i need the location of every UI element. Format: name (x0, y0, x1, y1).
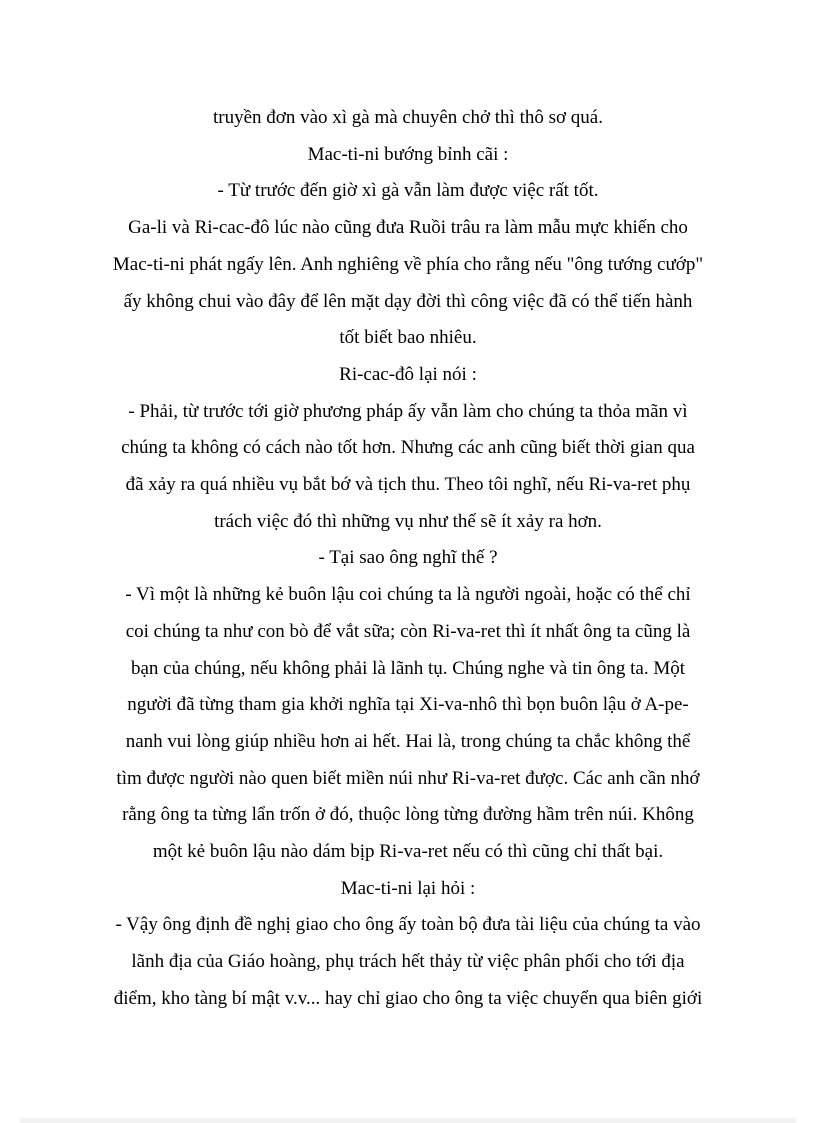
text-line: Mac-ti-ni bướng bỉnh cãi : (307, 143, 509, 165)
text-line: chúng ta không có cách nào tốt hơn. Nhưng các anh cũng biết thời gian qua (121, 437, 695, 459)
text-line: điểm, kho tàng bí mật v.v... hay chỉ giao cho ông ta việc chuyển qua biên giới (113, 987, 703, 1009)
text-line: - Phải, từ trước tới giờ phương pháp ấy vẫn làm cho chúng ta thỏa mãn vì (128, 400, 688, 422)
page-bottom-edge (20, 1118, 796, 1123)
text-line: ấy không chui vào đây để lên mặt dạy đời thì công việc đã có thể tiến hành (123, 290, 693, 312)
text-line: một kẻ buôn lậu nào dám bịp Ri-va-ret nếu có thì cũng chỉ thất bại. (152, 841, 664, 863)
text-line: Ga-li và Ri-cac-đô lúc nào cũng đưa Ruồi trâu ra làm mẫu mực khiến cho (128, 217, 688, 239)
text-line: rằng ông ta từng lẩn trốn ở đó, thuộc lòng từng đường hầm trên núi. Không (122, 804, 694, 826)
text-line: trách việc đó thì những vụ như thế sẽ ít xảy ra hơn. (214, 510, 602, 532)
text-line: truyền đơn vào xì gà mà chuyên chở thì thô sơ quá. (212, 107, 603, 128)
text-line: tìm được người nào quen biết miền núi như Ri-va-ret được. Các anh cần nhớ (116, 767, 700, 789)
text-line: lãnh địa của Giáo hoàng, phụ trách hết thảy từ việc phân phối cho tới địa (131, 951, 685, 973)
body-text (88, 100, 728, 1018)
text-line: người đã từng tham gia khởi nghĩa tại Xi-va-nhô thì bọn buôn lậu ở A-pe- (127, 694, 689, 716)
text-line: bạn của chúng, nếu không phải là lãnh tụ. Chúng nghe và tin ông ta. Một (130, 657, 686, 679)
text-line: nanh vui lòng giúp nhiều hơn ai hết. Hai là, trong chúng ta chắc không thể (125, 730, 691, 752)
text-line: Mac-ti-ni lại hỏi : (340, 877, 476, 899)
text-line: - Vậy ông định đề nghị giao cho ông ấy toàn bộ đưa tài liệu của chúng ta vào (115, 914, 701, 936)
text-line: tốt biết bao nhiêu. (339, 327, 477, 349)
text-line: coi chúng ta như con bò để vắt sữa; còn Ri-va-ret thì ít nhất ông ta cũng là (125, 620, 691, 642)
text-line: đã xảy ra quá nhiều vụ bắt bớ và tịch thu. Theo tôi nghĩ, nếu Ri-va-ret phụ (125, 474, 691, 496)
text-line: Mac-ti-ni phát ngấy lên. Anh nghiêng về phía cho rằng nếu "ông tướng cướp" (112, 253, 704, 275)
text-line: Ri-cac-đô lại nói : (339, 363, 477, 385)
text-line: - Tại sao ông nghĩ thế ? (318, 547, 498, 569)
text-line: - Từ trước đến giờ xì gà vẫn làm được việc rất tốt. (217, 180, 599, 202)
text-line: - Vì một là những kẻ buôn lậu coi chúng ta là người ngoài, hoặc có thể chỉ (125, 584, 691, 606)
